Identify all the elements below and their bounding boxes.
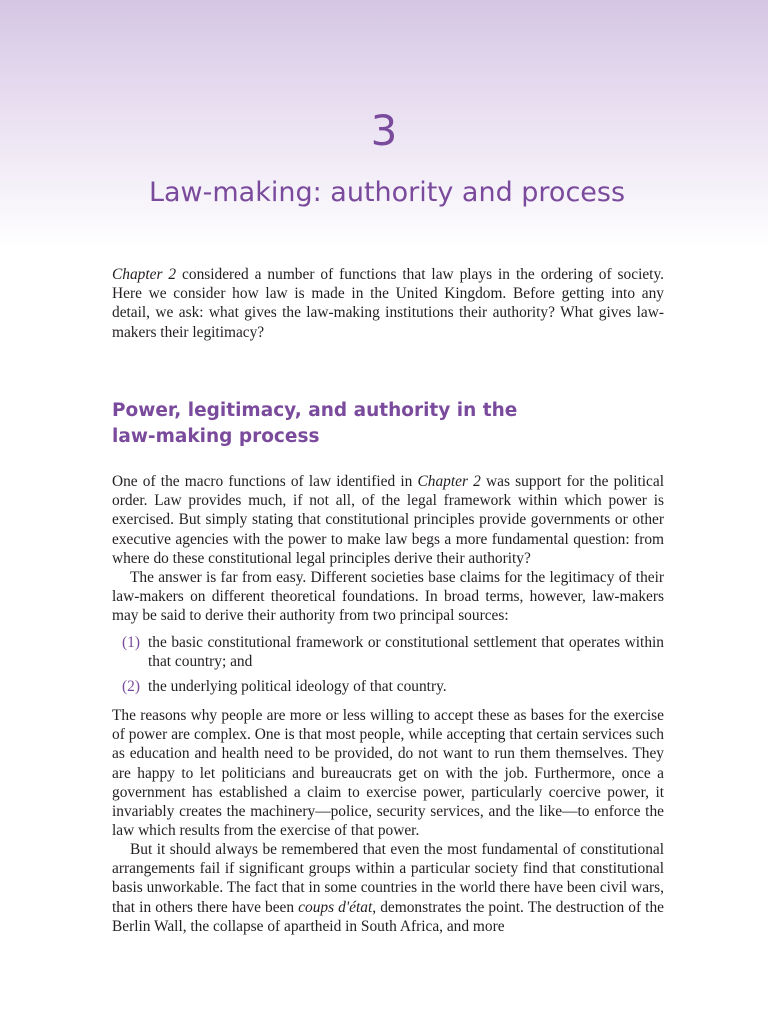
body-paragraph-3: [112, 706, 664, 840]
emphasis-term: coups d'état: [298, 898, 373, 916]
list-item-text: the basic constitutional framework or constitutional settlement that operates within that country; and: [148, 634, 664, 671]
para1-after: was support for the political order. Law provides much, if not all, of the legal framework within which power is exercised. But simply stating that constitutional principles provide governments or other executive agencies with the power to make law begs a more fundamental question: from where do these constitutional legal principles derive their authority?: [112, 473, 665, 567]
intro-paragraph: [112, 265, 664, 342]
para3-text: The reasons why people are more or less willing to accept these as bases for the exercise of power are complex. One is that most people, while accepting that certain services such as education and health need to be provided, do not want to run them themselves. They are happy to let politicians and bureaucrats get on with the job. Furthermore, once a government has established a claim to exercise power, particularly coercive power, it invariably creates the machinery—police, security services, and the like—to enforce the law which results from the exercise of that power.: [112, 707, 664, 840]
chapter-number: 3: [370, 106, 398, 155]
para2-text: The answer is far from easy. Different societies base claims for the legitimacy of their law-makers on different theoretical foundations. In broad terms, however, law-makers may be said to derive their authority from two principal sources:: [112, 569, 664, 625]
sources-list: [112, 633, 664, 703]
list-item-number: (2): [122, 678, 140, 696]
para4-after: , demonstrates the point. The destruction of the Berlin Wall, the collapse of apartheid in South Africa, and more: [112, 898, 664, 935]
section-heading-line1: Power, legitimacy, and authority in the: [112, 400, 518, 421]
para4-block: [112, 840, 664, 936]
body-paragraph-1: [112, 472, 664, 568]
para1-before: One of the macro functions of law identified in: [112, 473, 418, 490]
body-paragraph-4: [112, 840, 664, 936]
chapter-reference: Chapter 2: [112, 266, 177, 283]
list-item-text: the underlying political ideology of that country.: [148, 678, 447, 696]
body-paragraph-2: [112, 568, 664, 626]
list-item: [112, 633, 664, 671]
list-item-number: (1): [122, 634, 140, 651]
intro-text: considered a number of functions that law plays in the ordering of society. Here we consider how law is made in the United Kingdom. Before getting into any detail, we ask: what gives the law-making institutions their authority? What gives law-makers their legitimacy?: [112, 266, 664, 341]
section-heading: [112, 398, 652, 450]
para4-before: But it should always be remembered that even the most fundamental of constitutional arrangements fail if significant groups within a particular society find that constitutional basis unworkable. The fact that in some countries in the world there have been civil wars, that in others there have been: [112, 841, 664, 916]
section-heading-line2: law-making process: [112, 426, 320, 447]
chapter-reference: Chapter 2: [417, 473, 481, 490]
chapter-title: Law-making: authority and process: [148, 177, 626, 208]
list-item: [112, 677, 664, 696]
